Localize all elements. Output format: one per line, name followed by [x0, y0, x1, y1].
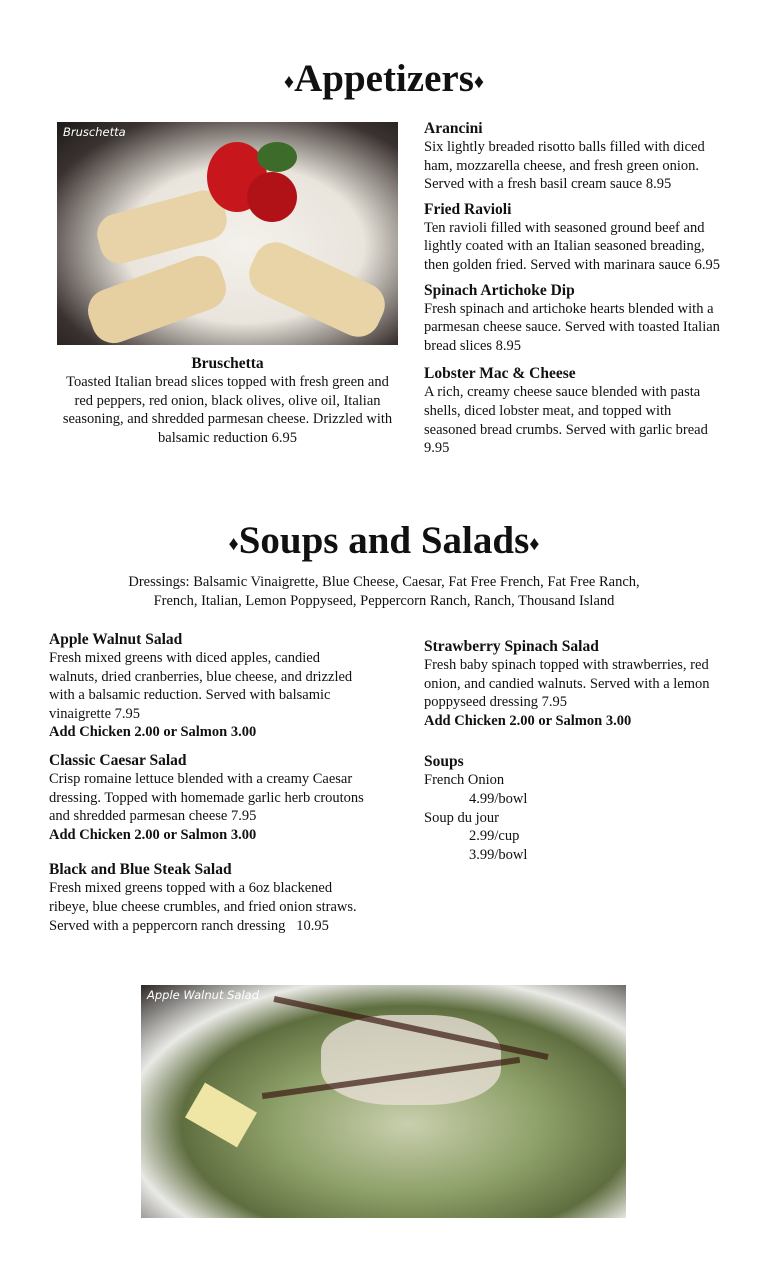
item-name: Fried Ravioli: [424, 200, 512, 218]
soup-price: 2.99/cup: [469, 828, 520, 845]
item-name: Black and Blue Steak Salad: [49, 861, 232, 879]
add-protein: Add Chicken 2.00 or Salmon 3.00: [49, 724, 257, 741]
item-name: Apple Walnut Salad: [49, 631, 183, 648]
diamond-ornament: ♦: [228, 533, 239, 556]
diamond-ornament: ♦: [283, 71, 295, 94]
soup-name: French Onion: [424, 772, 505, 789]
menu-item-bruschetta: [60, 354, 395, 447]
item-description: Toasted Italian bread slices topped with fresh green and red peppers, red onion, black olives, olive oil, Italian seasoning, and shredded parmesan cheese. Drizzled with balsamic reduction 6.95: [62, 374, 393, 446]
item-name: Bruschetta: [191, 355, 264, 372]
item-description: Ten ravioli filled with seasoned ground beef and lightly coated with an Italian seasoned breading, then golden fried. Served with marinara sauce 6.95: [424, 219, 720, 273]
item-description: Fresh mixed greens with diced apples, candied walnuts, dried cranberries, blue cheese, and drizzled with a balsamic reduction. Served with balsamic vinaigrette 7.95: [49, 650, 353, 722]
appetizers-title: Appetizers: [294, 57, 474, 100]
appetizers-heading: [0, 56, 768, 105]
bruschetta-photo: [57, 122, 398, 345]
photo-caption: Apple Walnut Salad: [147, 988, 260, 1002]
item-description: Fresh spinach and artichoke hearts blended with a parmesan cheese sauce. Served with toasted Italian bread slices 8.95: [424, 300, 720, 354]
apple-walnut-salad-photo: [141, 985, 626, 1218]
menu-item: [49, 751, 369, 844]
appetizers-list: [424, 119, 724, 458]
menu-item: [424, 200, 724, 275]
soup-price: 4.99/bowl: [469, 790, 528, 807]
salads-right: [424, 637, 724, 864]
menu-item: [424, 281, 724, 356]
soups-section: [424, 752, 724, 864]
photo-caption: Bruschetta: [63, 125, 126, 139]
soups-salads-title: Soups and Salads: [238, 519, 530, 562]
soups-salads-heading: [0, 518, 768, 567]
soup-price: 3.99/bowl: [469, 846, 528, 863]
dressings-line: Dressings: Balsamic Vinaigrette, Blue Cheese, Caesar, Fat Free French, Fat Free Ranch,: [128, 574, 640, 590]
dressings-line: French, Italian, Lemon Poppyseed, Peppercorn Ranch, Ranch, Thousand Island: [153, 592, 615, 609]
item-description: Fresh mixed greens topped with a 6oz blackened ribeye, blue cheese crumbles, and fried onion straws. Served with a peppercorn ranch dressing 10.95: [49, 880, 361, 934]
dressings-list: [0, 573, 768, 610]
item-description: A rich, creamy cheese sauce blended with pasta shells, diced lobster meat, and topped with seasoned bread crumbs. Served with garlic bread 9.95: [424, 384, 708, 457]
item-name: Arancini: [424, 120, 483, 137]
item-description: Crisp romaine lettuce blended with a creamy Caesar dressing. Topped with homemade garlic herb croutons and shredded parmesan cheese 7.95: [49, 770, 364, 825]
soups-heading: Soups: [424, 753, 464, 771]
item-name: Strawberry Spinach Salad: [424, 638, 599, 655]
menu-item: [424, 119, 724, 194]
menu-item: [49, 860, 369, 935]
salads-left: [49, 630, 369, 935]
soup-name: Soup du jour: [424, 809, 499, 826]
item-description: Six lightly breaded risotto balls filled with diced ham, mozzarella cheese, and fresh green onion. Served with a fresh basil cream sauce 8.95: [424, 139, 705, 193]
item-name: Classic Caesar Salad: [49, 751, 187, 769]
diamond-ornament: ♦: [529, 533, 540, 556]
item-description: Fresh baby spinach topped with strawberries, red onion, and candied walnuts. Served with a lemon poppyseed dressing 7.95: [424, 657, 710, 711]
menu-item: [424, 364, 724, 457]
add-protein: Add Chicken 2.00 or Salmon 3.00: [424, 712, 632, 729]
add-protein: Add Chicken 2.00 or Salmon 3.00: [49, 826, 257, 843]
diamond-ornament: ♦: [473, 71, 485, 94]
menu-item-strawberry: [424, 637, 724, 730]
item-name: Spinach Artichoke Dip: [424, 281, 575, 299]
item-name: Lobster Mac & Cheese: [424, 365, 576, 383]
menu-item: [49, 630, 369, 742]
